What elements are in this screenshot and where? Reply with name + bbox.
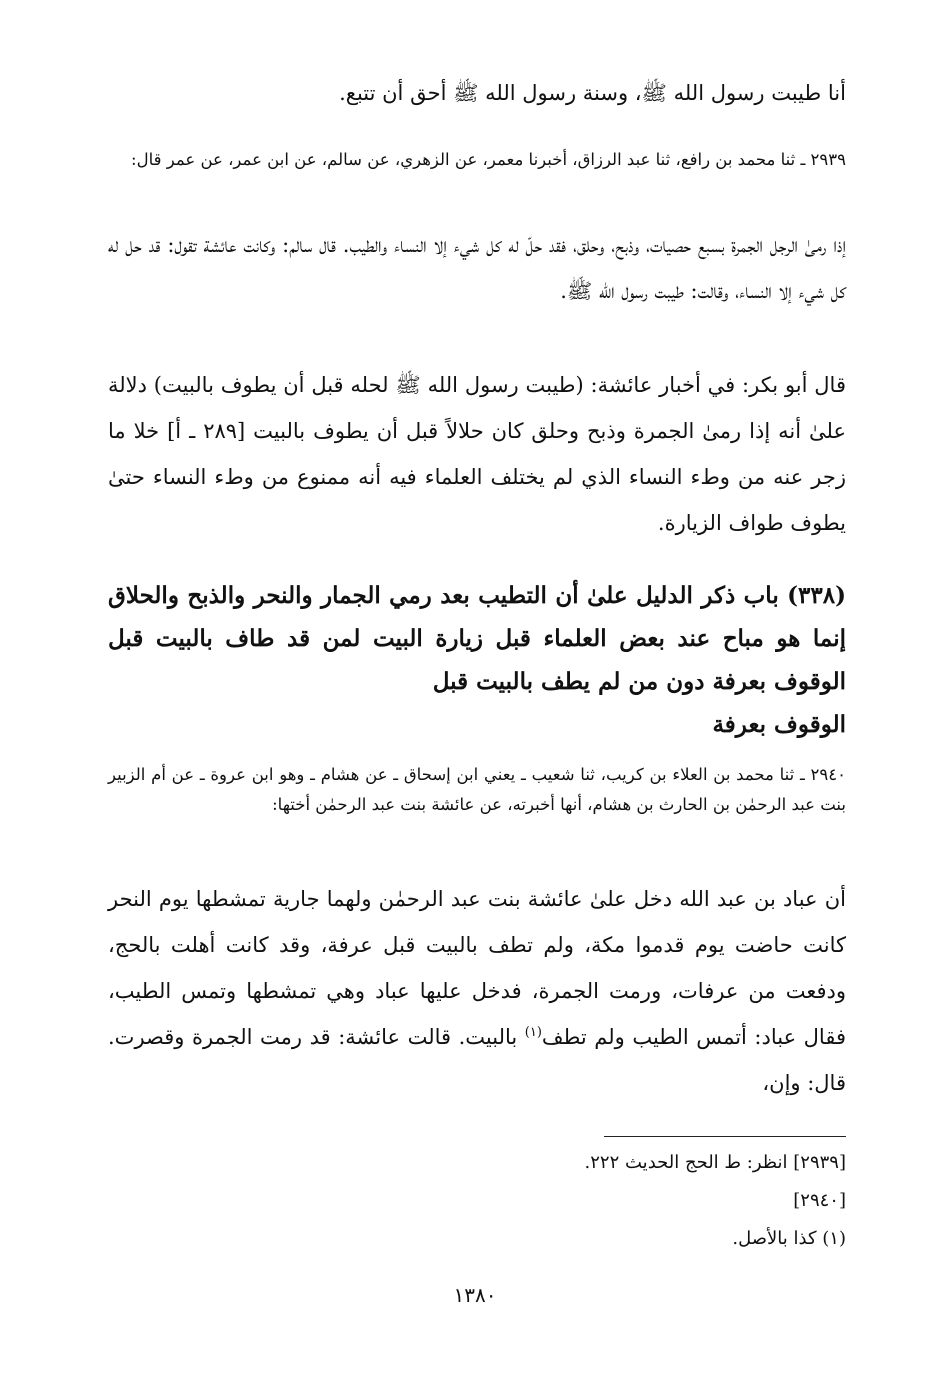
paragraph-opening-text: أنا طيبت رسول الله ﷺ، وسنة رسول الله ﷺ أحق أن تتبع. [339, 81, 846, 105]
hadith-2940-body-b: بالبيت. قالت عائشة: قد رمت الجمرة وقصرت. قال: وإن، [108, 1025, 846, 1095]
hadith-2940-text [108, 876, 846, 1106]
chapter-heading-text: (٣٣٨) باب ذكر الدليل علىٰ أن التطيب بعد رمي الجمار والنحر والذبح والحلاق إنما هو مباح عند بعض العلماء قبل زيارة البيت لمن قد طاف بالبيت قبل الوقوف بعرفة دون من لم يطف بالبيت قبل [108, 582, 846, 695]
chapter-heading-last-line: الوقوف بعرفة [712, 711, 846, 738]
paragraph-opening [108, 70, 846, 116]
footnote-1: (١) كذا بالأصل. [732, 1228, 846, 1249]
footnote-2939: [٢٩٣٩] انظر: ط الحج الحديث ٢٢٢. [584, 1152, 846, 1173]
hadith-2939-body: إذا رمىٰ الرجل الجمرة بسبع حصيات، وذبح، وحلق، فقد حلّ له كل شيء إلا النساء والطيب. قال سالم: وكانت عائشة تقول: قد حل له كل شيء إلا النساء، وقالت: طيبت رسول الله ﷺ. [108, 233, 846, 303]
chapter-heading [108, 574, 846, 746]
hadith-2940-chain-text: ٢٩٤٠ ـ ثنا محمد بن العلاء بن كريب، ثنا شعيب ـ يعني ابن إسحاق ـ عن هشام ـ وهو ابن عروة ـ عن أم الزبير بنت عبد الرحمٰن بن الحارث بن هشام، أنها أخبرته، عن عائشة بنت عبد الرحمٰن أختها: [108, 765, 846, 814]
hadith-2939-chain-text: ٢٩٣٩ ـ ثنا محمد بن رافع، ثنا عبد الرزاق، أخبرنا معمر، عن الزهري، عن سالم، عن ابن عمر، عن عمر قال: [131, 150, 846, 169]
hadith-2940-chain [108, 760, 846, 820]
page-number: ١٣٨٠ [453, 1283, 497, 1307]
footnote-marker: (١) [524, 1025, 542, 1040]
hadith-2939-text [108, 222, 846, 314]
hadith-2940-body-a: أن عباد بن عبد الله دخل علىٰ عائشة بنت عبد الرحمٰن ولهما جارية تمشطها يوم النحر كانت حاضت يوم قدموا مكة، ولم تطف بالبيت قبل عرفة، وقد كانت أهلت بالحج، ودفعت من عرفات، ورمت الجمرة، فدخل عليها عباد وهي تمشطها وتمس الطيب، فقال عباد: أتمس الطيب ولم تطف [108, 887, 846, 1049]
abu-bakr-commentary-text: قال أبو بكر: في أخبار عائشة: (طيبت رسول الله ﷺ لحله قبل أن يطوف بالبيت) دلالة علىٰ أنه إذا رمىٰ الجمرة وذبح وحلق كان حلالاً قبل أن يطوف بالبيت [٢٨٩ ـ أ] خلا ما زجر عنه من وطء النساء الذي لم يختلف العلماء فيه أنه ممنوع من وطء النساء حتىٰ يطوف طواف الزيارة. [108, 373, 846, 535]
footnote-divider [604, 1136, 846, 1137]
hadith-2939-chain [108, 145, 846, 175]
footnotes [108, 1144, 846, 1258]
footnote-2940: [٢٩٤٠] [793, 1190, 846, 1211]
abu-bakr-commentary [108, 362, 846, 546]
